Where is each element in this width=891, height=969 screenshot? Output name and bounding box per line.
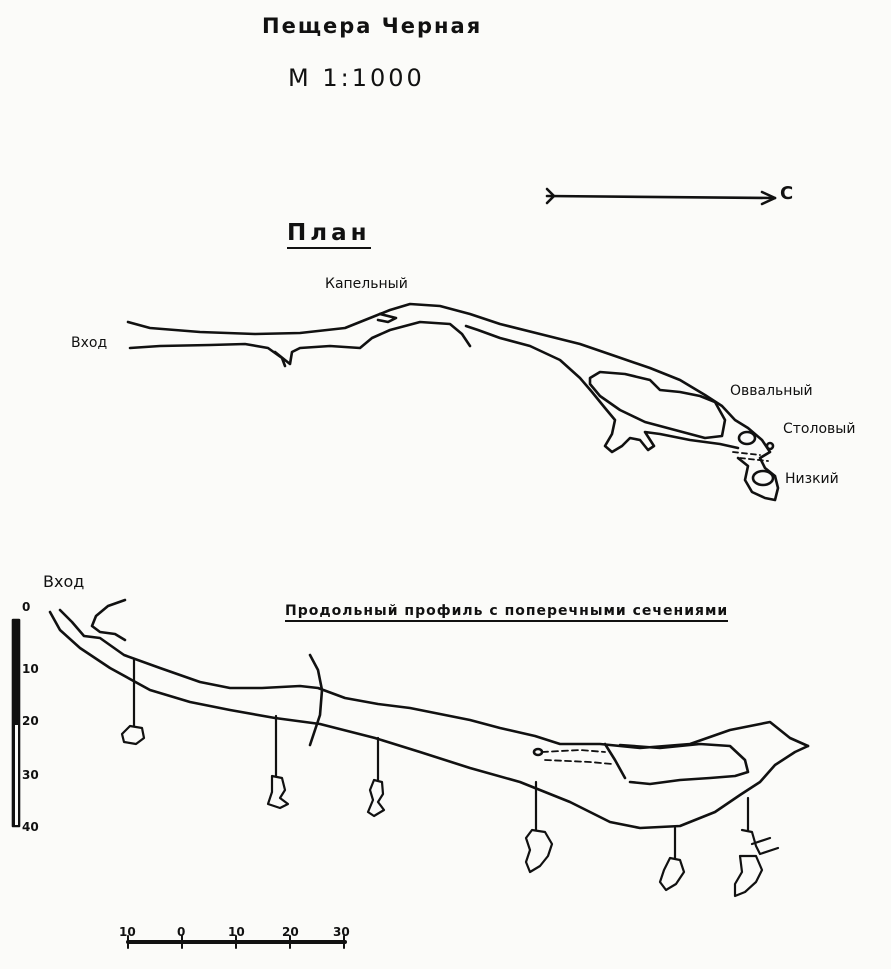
north-arrow [547,189,775,204]
depth-scale-bar [13,620,19,826]
cross-sections [122,660,778,896]
depth-tick-label: 40 [22,820,39,834]
page-title: Пещера Черная [262,14,483,38]
scale-bar-tick-label: 30 [333,925,350,939]
north-label: С [780,183,794,204]
scale-bar-tick-label: 10 [228,925,245,939]
depth-tick-label: 30 [22,768,39,782]
depth-tick-label: 10 [22,662,39,676]
profile-outline [50,600,808,828]
profile-heading: Продольный профиль с поперечными сечениями [285,603,728,622]
plan-label-oval: Оввальный [730,383,813,399]
scale-bar-tick-label: 0 [177,925,186,939]
plan-label-drip: Капельный [325,276,408,292]
scale-bar-tick-label: 20 [282,925,299,939]
depth-tick-label: 20 [22,714,39,728]
plan-cave-outline [128,304,778,500]
scale-bar-tick-label: 10 [119,925,136,939]
plan-heading: План [287,220,371,249]
profile-label-entrance: Вход [43,572,85,591]
map-scale-label: М 1:1000 [288,64,425,92]
plan-label-entrance: Вход [71,335,108,351]
plan-label-table: Столовый [783,421,856,437]
depth-tick-label: 0 [22,600,31,614]
plan-label-low: Низкий [785,471,839,487]
